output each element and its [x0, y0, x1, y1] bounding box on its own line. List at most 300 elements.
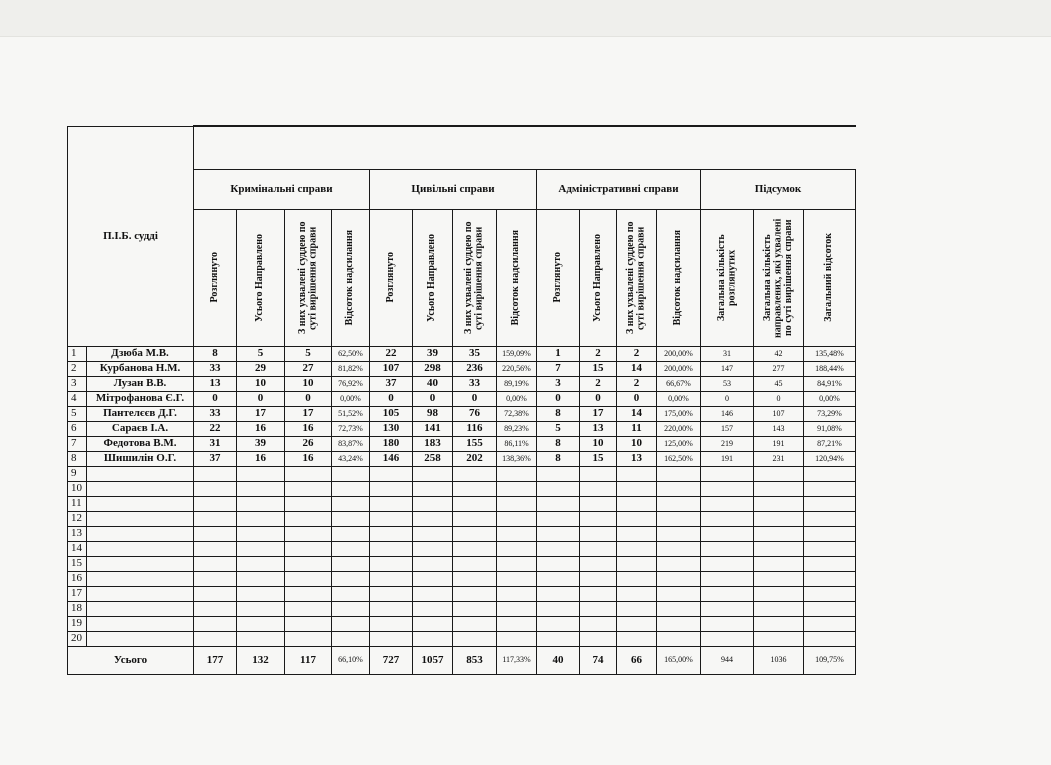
table-cell: 89,23%: [497, 421, 537, 436]
table-cell: 0: [701, 391, 754, 406]
table-cell: 51,52%: [332, 406, 370, 421]
table-row: [68, 466, 856, 481]
table-cell: 5: [237, 346, 285, 361]
judge-name: Мітрофанова Є.Г.: [87, 391, 194, 406]
total-row: [68, 646, 856, 674]
table-cell: 2: [617, 376, 657, 391]
table-cell: 0: [537, 391, 580, 406]
total-cell: 853: [453, 646, 497, 674]
table-cell: 73,29%: [804, 406, 856, 421]
table-cell: [617, 631, 657, 646]
table-cell: 27: [285, 361, 332, 376]
table-cell: [413, 466, 453, 481]
table-cell: [754, 631, 804, 646]
table-cell: [332, 526, 370, 541]
table-cell: 120,94%: [804, 451, 856, 466]
table-cell: [497, 556, 537, 571]
table-cell: [580, 511, 617, 526]
judge-name: [87, 496, 194, 511]
table-cell: 135,48%: [804, 346, 856, 361]
table-cell: [285, 496, 332, 511]
table-cell: [453, 631, 497, 646]
table-cell: 84,91%: [804, 376, 856, 391]
table-cell: [617, 571, 657, 586]
table-cell: [413, 601, 453, 616]
row-number: 17: [68, 586, 87, 601]
table-cell: 81,82%: [332, 361, 370, 376]
judge-name: [87, 526, 194, 541]
table-row: [68, 631, 856, 646]
table-cell: [537, 496, 580, 511]
table-cell: [370, 466, 413, 481]
table-cell: 26: [285, 436, 332, 451]
table-cell: [237, 496, 285, 511]
row-number: 3: [68, 376, 87, 391]
table-cell: 33: [194, 406, 237, 421]
table-cell: [537, 511, 580, 526]
table-cell: [497, 511, 537, 526]
table-cell: 200,00%: [657, 346, 701, 361]
table-cell: [754, 586, 804, 601]
table-cell: 33: [453, 376, 497, 391]
table-cell: [804, 571, 856, 586]
total-cell: 74: [580, 646, 617, 674]
table-cell: 31: [194, 436, 237, 451]
table-cell: [701, 526, 754, 541]
table-cell: [453, 571, 497, 586]
table-cell: [285, 616, 332, 631]
column-header-civil-2: [453, 209, 497, 346]
column-header-label: Усього Направлено: [426, 233, 438, 322]
table-cell: [285, 526, 332, 541]
table-cell: 143: [754, 421, 804, 436]
table-cell: [194, 526, 237, 541]
total-cell: 165,00%: [657, 646, 701, 674]
table-cell: [497, 496, 537, 511]
column-header-criminal-0: [194, 209, 237, 346]
table-cell: 10: [237, 376, 285, 391]
table-cell: [332, 496, 370, 511]
table-cell: [370, 571, 413, 586]
row-number: 16: [68, 571, 87, 586]
table-cell: 159,09%: [497, 346, 537, 361]
table-cell: [194, 571, 237, 586]
table-cell: [804, 481, 856, 496]
total-cell: 1036: [754, 646, 804, 674]
column-header-label: Розглянуто: [208, 252, 220, 303]
judge-name: Федотова В.М.: [87, 436, 194, 451]
table-cell: 17: [285, 406, 332, 421]
row-number: 10: [68, 481, 87, 496]
table-row: [68, 391, 856, 406]
table-cell: 13: [194, 376, 237, 391]
table-cell: [237, 601, 285, 616]
table-cell: 45: [754, 376, 804, 391]
group-header-civil: Цивільні справи: [370, 169, 537, 209]
table-row: [68, 526, 856, 541]
column-header-civil-3: [497, 209, 537, 346]
table-cell: [413, 526, 453, 541]
table-cell: [804, 511, 856, 526]
table-cell: [237, 586, 285, 601]
table-cell: [617, 466, 657, 481]
column-header-label: З них ухвалені суддею по суті вирішення справи: [463, 221, 485, 334]
table-cell: [657, 466, 701, 481]
table-cell: [657, 601, 701, 616]
table-cell: 0,00%: [332, 391, 370, 406]
table-cell: [237, 556, 285, 571]
table-cell: 298: [413, 361, 453, 376]
table-cell: [285, 556, 332, 571]
column-header-summary-2: [804, 209, 856, 346]
table-cell: [497, 541, 537, 556]
table-cell: 141: [413, 421, 453, 436]
table-row: [68, 361, 856, 376]
header-gap: [194, 126, 856, 169]
judge-name: [87, 586, 194, 601]
row-number: 18: [68, 601, 87, 616]
table-cell: [497, 616, 537, 631]
table-cell: 89,19%: [497, 376, 537, 391]
row-number: 4: [68, 391, 87, 406]
column-header-admin-0: [537, 209, 580, 346]
judge-name: Лузан В.В.: [87, 376, 194, 391]
total-cell: 40: [537, 646, 580, 674]
table-cell: 0: [285, 391, 332, 406]
row-number: 15: [68, 556, 87, 571]
table-cell: [701, 601, 754, 616]
judge-name: [87, 466, 194, 481]
table-row: [68, 586, 856, 601]
table-cell: 3: [537, 376, 580, 391]
table-cell: 107: [370, 361, 413, 376]
table-cell: [413, 586, 453, 601]
table-cell: 277: [754, 361, 804, 376]
column-header-label: Загальна кількість направлених, які ухвалені по суті вирішення справи: [761, 217, 794, 338]
table-cell: [617, 496, 657, 511]
table-cell: [237, 481, 285, 496]
table-cell: 10: [617, 436, 657, 451]
column-header-label: Відсоток надсилання: [672, 229, 684, 326]
table-cell: 0: [370, 391, 413, 406]
table-cell: [413, 571, 453, 586]
table-cell: [617, 481, 657, 496]
table-cell: [657, 571, 701, 586]
table-cell: [701, 541, 754, 556]
table-cell: 8: [194, 346, 237, 361]
table-cell: 39: [237, 436, 285, 451]
row-number: 5: [68, 406, 87, 421]
table-cell: 87,21%: [804, 436, 856, 451]
table-cell: [537, 616, 580, 631]
table-cell: [754, 526, 804, 541]
table-cell: 0: [580, 391, 617, 406]
table-cell: 191: [754, 436, 804, 451]
table-cell: [332, 556, 370, 571]
row-number: 7: [68, 436, 87, 451]
judge-name: Пантелєєв Д.Г.: [87, 406, 194, 421]
table-cell: [332, 631, 370, 646]
table-cell: 2: [580, 376, 617, 391]
table-cell: [701, 556, 754, 571]
row-number: 6: [68, 421, 87, 436]
table-cell: [332, 601, 370, 616]
column-header-civil-1: [413, 209, 453, 346]
table-cell: [453, 526, 497, 541]
table-cell: 17: [580, 406, 617, 421]
table-cell: 0: [194, 391, 237, 406]
judge-name: Дзюба М.В.: [87, 346, 194, 361]
table-cell: [580, 586, 617, 601]
table-cell: [804, 631, 856, 646]
table-cell: [537, 526, 580, 541]
table-cell: [617, 526, 657, 541]
table-cell: [370, 616, 413, 631]
table-cell: [537, 571, 580, 586]
table-cell: [537, 631, 580, 646]
table-cell: [332, 466, 370, 481]
judge-name: [87, 571, 194, 586]
table-cell: [617, 616, 657, 631]
table-cell: [804, 541, 856, 556]
table-cell: [580, 601, 617, 616]
judge-name: [87, 541, 194, 556]
table-cell: 1: [537, 346, 580, 361]
table-cell: [804, 496, 856, 511]
table-cell: [453, 601, 497, 616]
table-cell: [537, 481, 580, 496]
column-header-label: Загальна кількість розглянутих: [715, 234, 737, 321]
total-cell: 66,10%: [332, 646, 370, 674]
table-cell: [332, 541, 370, 556]
table-cell: 14: [617, 406, 657, 421]
table-cell: 0: [754, 391, 804, 406]
table-cell: 5: [537, 421, 580, 436]
judge-name: Курбанова Н.М.: [87, 361, 194, 376]
table-cell: 13: [580, 421, 617, 436]
table-cell: [370, 511, 413, 526]
table-cell: [580, 466, 617, 481]
table-cell: 0,00%: [657, 391, 701, 406]
row-number: 8: [68, 451, 87, 466]
table-cell: 22: [370, 346, 413, 361]
table-cell: [413, 616, 453, 631]
table-row: [68, 346, 856, 361]
table-cell: 105: [370, 406, 413, 421]
total-cell: 109,75%: [804, 646, 856, 674]
table-cell: [285, 541, 332, 556]
table-cell: 11: [617, 421, 657, 436]
column-header-criminal-3: [332, 209, 370, 346]
table-cell: [701, 496, 754, 511]
table-cell: 66,67%: [657, 376, 701, 391]
table-cell: [617, 556, 657, 571]
table-cell: 219: [701, 436, 754, 451]
table-cell: [537, 601, 580, 616]
table-cell: 43,24%: [332, 451, 370, 466]
total-label: Усього: [68, 646, 194, 674]
table-cell: [332, 481, 370, 496]
table-cell: [580, 481, 617, 496]
table-cell: [754, 466, 804, 481]
table-row: [68, 556, 856, 571]
table-cell: [617, 601, 657, 616]
table-cell: [754, 496, 804, 511]
table-cell: [580, 571, 617, 586]
table-cell: [701, 481, 754, 496]
table-row: [68, 541, 856, 556]
table-cell: [370, 631, 413, 646]
table-cell: [194, 616, 237, 631]
judge-name: [87, 601, 194, 616]
table-cell: 53: [701, 376, 754, 391]
table-cell: [497, 586, 537, 601]
table-cell: 29: [237, 361, 285, 376]
table-row: [68, 451, 856, 466]
row-number: 13: [68, 526, 87, 541]
table-cell: 91,08%: [804, 421, 856, 436]
table-cell: [332, 511, 370, 526]
table-cell: [701, 586, 754, 601]
table-cell: [497, 466, 537, 481]
table-cell: 236: [453, 361, 497, 376]
table-cell: [413, 541, 453, 556]
table-cell: 72,38%: [497, 406, 537, 421]
table-cell: [657, 496, 701, 511]
table-row: [68, 601, 856, 616]
table-cell: [285, 631, 332, 646]
judge-name: Сараєв І.А.: [87, 421, 194, 436]
table-cell: 162,50%: [657, 451, 701, 466]
table-cell: [754, 541, 804, 556]
table-cell: [370, 496, 413, 511]
table-cell: [413, 481, 453, 496]
table-cell: [194, 556, 237, 571]
column-header-label: Розглянуто: [551, 252, 563, 303]
table-cell: 15: [580, 361, 617, 376]
table-cell: [370, 601, 413, 616]
table-row: [68, 406, 856, 421]
table-cell: [194, 466, 237, 481]
table-cell: [497, 631, 537, 646]
table-cell: [657, 616, 701, 631]
table-cell: 16: [285, 451, 332, 466]
table-cell: [537, 541, 580, 556]
table-cell: [617, 511, 657, 526]
judge-name: [87, 616, 194, 631]
table-cell: [453, 511, 497, 526]
scan-top-edge: [0, 0, 1051, 37]
table-cell: [497, 526, 537, 541]
row-number: 11: [68, 496, 87, 511]
table-cell: 7: [537, 361, 580, 376]
table-cell: [537, 466, 580, 481]
table-cell: [237, 541, 285, 556]
table-cell: [194, 586, 237, 601]
table-cell: [237, 631, 285, 646]
table-cell: 2: [580, 346, 617, 361]
table-cell: 10: [580, 436, 617, 451]
column-header-label: Відсоток надсилання: [510, 229, 522, 326]
column-header-admin-1: [580, 209, 617, 346]
table-row: [68, 511, 856, 526]
table-cell: 35: [453, 346, 497, 361]
table-cell: [657, 631, 701, 646]
table-cell: [194, 511, 237, 526]
table-cell: 15: [580, 451, 617, 466]
row-number: 14: [68, 541, 87, 556]
pib-header: П.І.Б. судді: [68, 126, 194, 346]
table-cell: 155: [453, 436, 497, 451]
table-cell: 0,00%: [497, 391, 537, 406]
table-cell: 72,73%: [332, 421, 370, 436]
table-cell: 0: [453, 391, 497, 406]
table-cell: [804, 616, 856, 631]
table-cell: 147: [701, 361, 754, 376]
column-header-label: Усього Направлено: [254, 233, 266, 322]
table-cell: 40: [413, 376, 453, 391]
column-header-label: Загальний відсоток: [823, 233, 835, 322]
table-cell: 37: [370, 376, 413, 391]
table-cell: [285, 601, 332, 616]
total-cell: 117,33%: [497, 646, 537, 674]
table-cell: [194, 481, 237, 496]
table-cell: [804, 466, 856, 481]
table-cell: [657, 526, 701, 541]
table-cell: [657, 556, 701, 571]
table-cell: [453, 616, 497, 631]
table-cell: 33: [194, 361, 237, 376]
judge-name: Шишилін О.Г.: [87, 451, 194, 466]
table-cell: [194, 496, 237, 511]
table-cell: [453, 496, 497, 511]
total-cell: 944: [701, 646, 754, 674]
column-header-label: Відсоток надсилання: [344, 229, 356, 326]
column-header-criminal-2: [285, 209, 332, 346]
column-header-criminal-1: [237, 209, 285, 346]
table-cell: [617, 541, 657, 556]
total-cell: 66: [617, 646, 657, 674]
table-cell: [194, 601, 237, 616]
table-cell: [194, 541, 237, 556]
table-cell: 107: [754, 406, 804, 421]
table-cell: 220,56%: [497, 361, 537, 376]
table-cell: [285, 481, 332, 496]
table-cell: [754, 556, 804, 571]
table-cell: 180: [370, 436, 413, 451]
table-cell: 146: [701, 406, 754, 421]
table-row: [68, 376, 856, 391]
column-header-label: Розглянуто: [384, 252, 396, 303]
table-cell: 130: [370, 421, 413, 436]
total-cell: 132: [237, 646, 285, 674]
total-cell: 1057: [413, 646, 453, 674]
table-cell: [332, 571, 370, 586]
column-header-civil-0: [370, 209, 413, 346]
table-cell: 0: [617, 391, 657, 406]
table-cell: [580, 526, 617, 541]
table-cell: 42: [754, 346, 804, 361]
table-cell: [453, 556, 497, 571]
table-cell: [537, 586, 580, 601]
table-cell: 157: [701, 421, 754, 436]
table-cell: [332, 586, 370, 601]
table-cell: [237, 511, 285, 526]
column-header-summary-1: [754, 209, 804, 346]
table-cell: [370, 556, 413, 571]
column-header-label: Усього Направлено: [591, 233, 603, 322]
judge-name: [87, 481, 194, 496]
